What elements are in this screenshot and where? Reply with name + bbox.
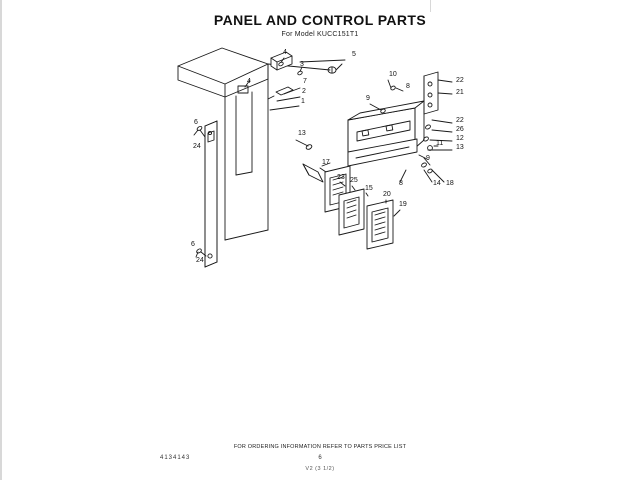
- callout-number: 24: [193, 143, 201, 150]
- callout-number: 2: [302, 88, 306, 95]
- callout-number: 18: [446, 180, 454, 187]
- callout-number: 15: [365, 185, 373, 192]
- callout-number: 6: [191, 241, 195, 248]
- callout-number: 8: [399, 180, 403, 187]
- callout-number: 13: [298, 130, 306, 137]
- page-title: PANEL AND CONTROL PARTS: [213, 12, 427, 28]
- callout-number: 19: [399, 201, 407, 208]
- callout-number: 4: [283, 49, 287, 56]
- callout-number: 22: [456, 117, 464, 124]
- callout-number: 13: [456, 144, 464, 151]
- ordering-info-note: FOR ORDERING INFORMATION REFER TO PARTS PRICE LIST: [233, 444, 407, 450]
- callout-number: 25: [350, 177, 358, 184]
- callout-number: 9: [426, 155, 430, 162]
- page-number: 6: [318, 455, 322, 461]
- callout-number: 11: [436, 140, 444, 147]
- callout-number: 14: [433, 180, 441, 187]
- callout-number: 4: [247, 78, 251, 85]
- callout-number: 5: [352, 51, 356, 58]
- callout-number: 23: [337, 174, 345, 181]
- callout-number: 17: [322, 159, 330, 166]
- callout-number: 7: [303, 78, 307, 85]
- callout-number: 26: [456, 126, 464, 133]
- callout-number: 12: [456, 135, 464, 142]
- callout-number: 21: [456, 89, 464, 96]
- callout-number: 10: [389, 71, 397, 78]
- callout-number: 22: [456, 77, 464, 84]
- revision-code: V2 (3 1/2): [305, 466, 335, 472]
- callout-number: 6: [194, 119, 198, 126]
- callout-number: 9: [366, 95, 370, 102]
- model-subtitle: For Model KUCC151T1: [281, 31, 359, 38]
- callout-number: 1: [301, 98, 305, 105]
- callout-number: 24: [196, 257, 204, 264]
- callout-number: 8: [406, 83, 410, 90]
- callout-number: 20: [383, 191, 391, 198]
- callout-number: 3: [300, 61, 304, 68]
- document-code: 4134143: [160, 455, 191, 461]
